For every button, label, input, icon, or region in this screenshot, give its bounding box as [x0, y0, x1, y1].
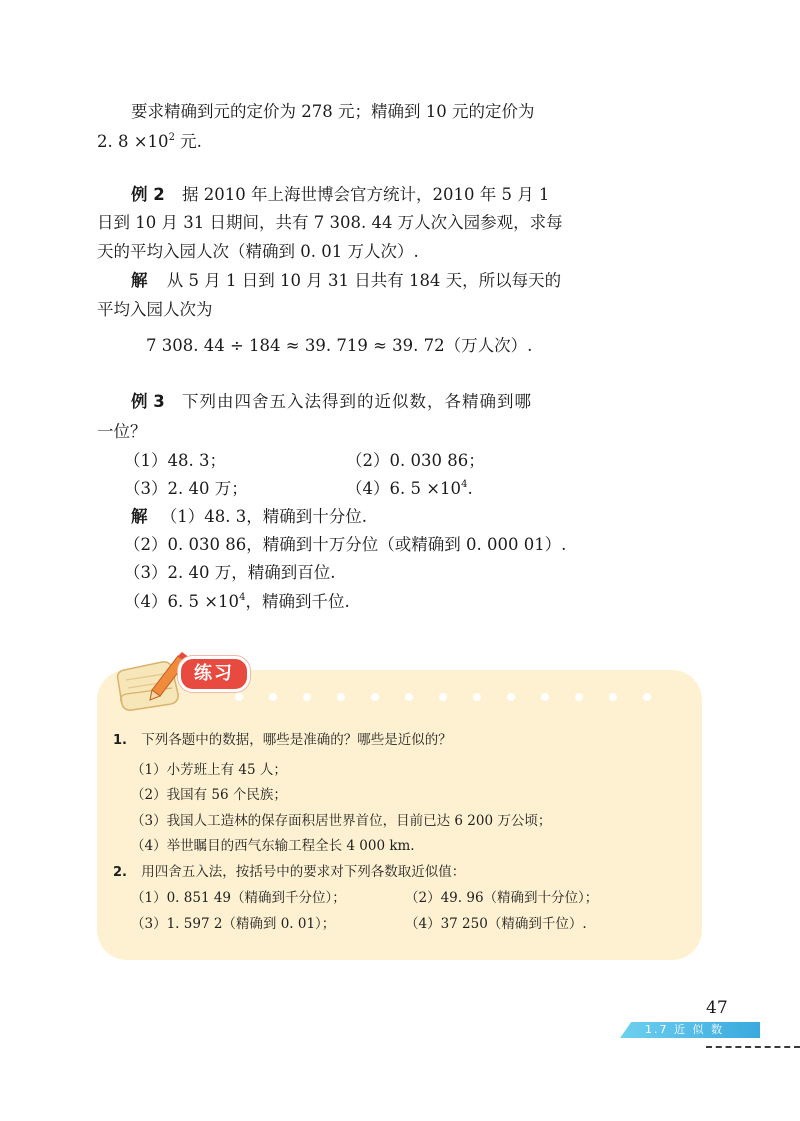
math-expression: 2. 8 ×10: [97, 132, 169, 151]
question-item: （2）我国有 56 个民族；: [131, 787, 287, 803]
dot: [473, 693, 481, 701]
list-item: [346, 477, 473, 501]
example-3-line: [131, 390, 532, 414]
text-fragment: 元.: [174, 132, 202, 151]
question-item: （1）小芳班上有 45 人；: [131, 762, 287, 778]
solution-text: 从 5 月 1 日到 10 月 31 日共有 184 天，所以每天的: [166, 271, 562, 290]
decorative-dots: [235, 693, 675, 701]
answer-item: （2）0. 030 86，精确到十万分位（或精确到 0. 000 01）.: [124, 535, 567, 554]
question-item: （4）37 250（精确到千位）.: [405, 916, 587, 932]
example-label: 例 2: [131, 185, 165, 204]
question-item: （4）举世瞩目的西气东输工程全长 4 000 km.: [131, 838, 415, 854]
question-item: （1）0. 851 49（精确到千分位）；: [131, 890, 346, 906]
math-expression: （4）6. 5 ×10: [346, 479, 462, 498]
question-1: [113, 730, 452, 751]
answer-item: （3）2. 40 万，精确到百位.: [124, 563, 336, 582]
exponent: 2: [168, 132, 175, 143]
example-2-line: [131, 183, 549, 207]
question-number: 1.: [113, 733, 127, 748]
dot: [269, 693, 277, 701]
answer-item: （1）48. 3，精确到十分位.: [160, 507, 367, 526]
text-fragment: .: [467, 479, 473, 498]
dot: [643, 693, 651, 701]
dot: [235, 693, 243, 701]
question-item: （2）49. 96（精确到十分位）；: [405, 890, 599, 906]
practice-badge: [178, 656, 250, 692]
dot: [575, 693, 583, 701]
section-label: 1.7 近 似 数: [645, 1023, 724, 1036]
list-item: （3）2. 40 万；: [124, 479, 248, 498]
page-number: 47: [706, 998, 728, 1018]
divider: [706, 1046, 800, 1048]
dot: [439, 693, 447, 701]
example-label: 例 3: [131, 392, 165, 411]
dot: [609, 693, 617, 701]
example-text: 下列由四舍五入法得到的近似数，各精确到哪: [181, 392, 532, 411]
text-fragment: ，精确到千位.: [245, 592, 350, 611]
solution-label: 解: [131, 271, 148, 290]
exponent: 4: [239, 592, 246, 603]
solution-label: 解: [131, 507, 148, 526]
list-item: （1）48. 3；: [124, 451, 226, 470]
answer-item: [124, 590, 350, 614]
dot: [337, 693, 345, 701]
solution-line: [131, 269, 561, 293]
exponent: 4: [461, 479, 468, 490]
formula: 7 308. 44 ÷ 184 ≈ 39. 719 ≈ 39. 72（万人次）.: [146, 336, 533, 355]
example-text: 据 2010 年上海世博会官方统计，2010 年 5 月 1: [181, 185, 550, 204]
dot: [405, 693, 413, 701]
text-line: 天的平均入园人次（精确到 0. 01 万人次）.: [97, 242, 419, 261]
text-line: 平均入园人次为: [97, 300, 213, 319]
dot: [303, 693, 311, 701]
text-line: 日到 10 月 31 日期间，共有 7 308. 44 万人次入园参观，求每: [97, 213, 563, 232]
text-line: [97, 130, 202, 154]
question-2: [113, 862, 465, 883]
dot: [371, 693, 379, 701]
text-line: 一位？: [97, 422, 147, 441]
question-item: （3）我国人工造林的保存面积居世界首位，目前已达 6 200 万公顷；: [131, 813, 552, 829]
question-item: （3）1. 597 2（精确到 0. 01）；: [131, 916, 336, 932]
question-number: 2.: [113, 865, 127, 880]
list-item: （2）0. 030 86；: [346, 451, 485, 470]
dot: [507, 693, 515, 701]
dot: [541, 693, 549, 701]
question-text: 下列各题中的数据，哪些是准确的？哪些是近似的？: [141, 732, 452, 748]
solution-line: [131, 505, 367, 529]
text-line: 要求精确到元的定价为 278 元；精确到 10 元的定价为: [131, 102, 535, 121]
practice-title: 练习: [194, 663, 234, 684]
question-text: 用四舍五入法，按括号中的要求对下列各数取近似值：: [141, 864, 466, 880]
math-expression: （4）6. 5 ×10: [124, 592, 240, 611]
